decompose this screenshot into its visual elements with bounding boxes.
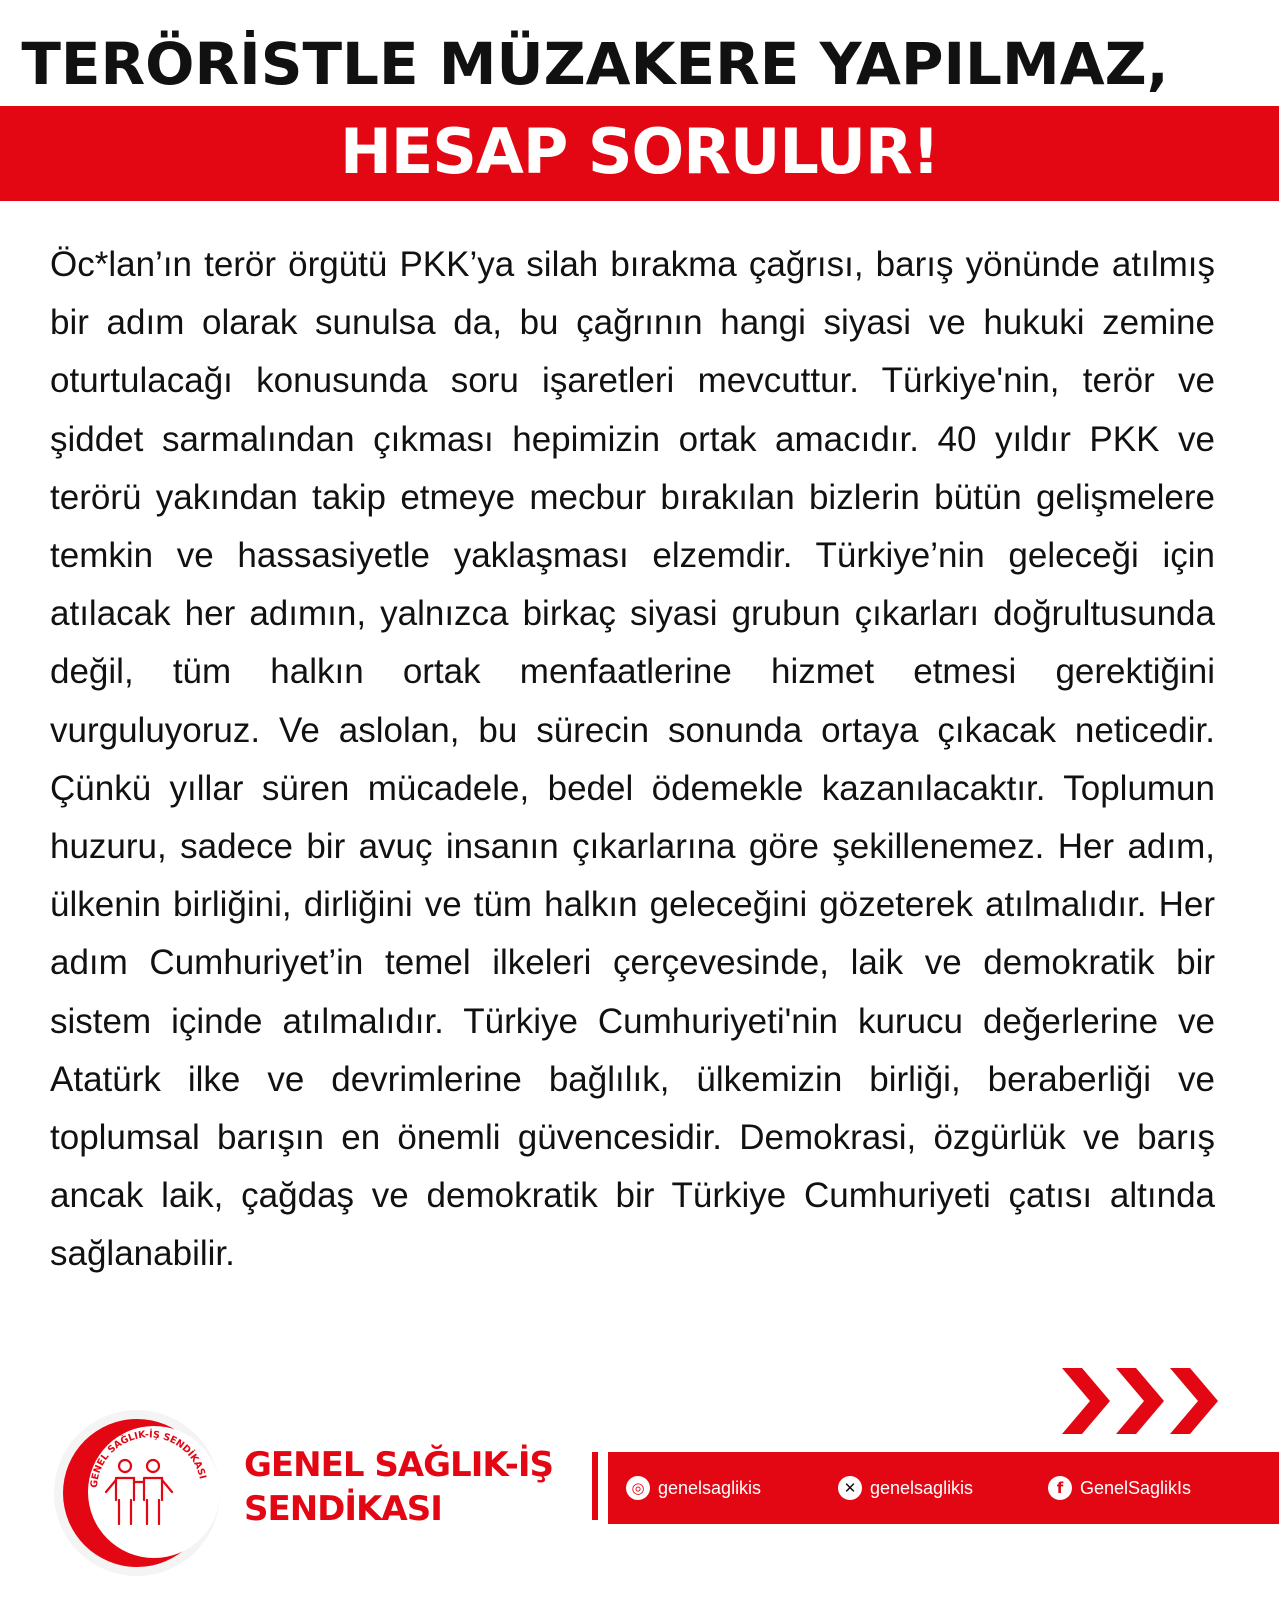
logo-ring-text: GENEL SAĞLIK-İŞ SENDİKASI (88, 1429, 208, 1489)
social-facebook[interactable] (1048, 1452, 1191, 1524)
social-divider (592, 1452, 598, 1520)
union-logo (52, 1408, 222, 1578)
social-instagram[interactable] (626, 1452, 761, 1524)
facebook-handle: GenelSaglikIs (1080, 1477, 1192, 1498)
statement-paragraph: Öc*lan’ın terör örgütü PKK’ya silah bırakma çağrısı, barış yönünde atılmış bir adım olarak sunulsa da, bu çağrının hangi siyasi ve hukuki zemine oturtulacağı konusunda soru işaretleri mevcuttur. Türkiye'nin, terör ve şiddet sarmalından çıkması hepimizin ortak amacıdır. 40 yıldır PKK ve terörü yakından takip etmeye mecbur bırakılan bizlerin bütün gelişmelere temkin ve hassasiyetle yaklaşması elzemdir. Türkiye’nin geleceği için atılacak her adımın, yalnızca birkaç siyasi grubun çıkarları doğrultusunda değil, tüm halkın ortak menfaatlerine hizmet etmesi gerektiğini vurguluyoruz. Ve aslolan, bu sürecin sonunda ortaya çıkacak neticedir. Çünkü yıllar süren mücadele, bedel ödemekle kazanılacaktır. Toplumun huzuru, sadece bir avuç insanın çıkarlarına göre şekillenemez. Her adım, ülkenin birliğini, dirliğini ve tüm halkın geleceğini gözeterek atılmalıdır. Her adım Cumhuriyet’in temel ilkeleri çerçevesinde, laik ve demokratik bir sistem içinde atılmalıdır. Türkiye Cumhuriyeti'nin kurucu değerlerine ve Atatürk ilke ve devrimlerine bağlılık, ülkemizin birliği, beraberliği ve toplumsal barışın en önemli güvencesidir. Demokrasi, özgürlük ve barış ancak laik, çağdaş ve demokratik bir Türkiye Cumhuriyeti çatısı altında sağlanabilir. (50, 245, 1215, 1274)
social-x[interactable] (838, 1452, 973, 1524)
page-title-line-2: HESAP SORULUR! (339, 115, 939, 188)
next-arrows-icon (1062, 1368, 1222, 1434)
social-bar (608, 1452, 1279, 1524)
facebook-icon: f (1048, 1476, 1072, 1500)
arrow-icon-3 (1170, 1368, 1218, 1434)
instagram-icon: ◎ (626, 1476, 650, 1500)
org-name-line-1: GENEL SAĞLIK-İŞ (244, 1445, 553, 1485)
instagram-handle: genelsaglikis (658, 1477, 762, 1498)
arrow-icon-1 (1062, 1368, 1110, 1434)
org-name-line-2: SENDİKASI (244, 1489, 442, 1529)
x-icon: ✕ (838, 1476, 862, 1500)
x-handle: genelsaglikis (870, 1477, 974, 1498)
page-title-line-1: TERÖRİSTLE MÜZAKERE YAPILMAZ, (21, 30, 1169, 98)
org-name (244, 1443, 553, 1531)
arrow-icon-2 (1116, 1368, 1164, 1434)
